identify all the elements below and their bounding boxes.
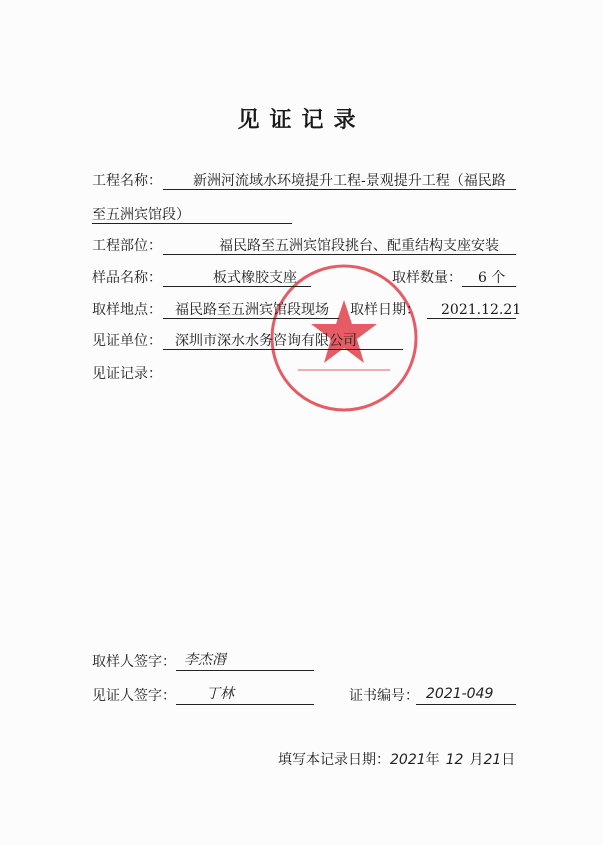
project-name-label: 工程名称： <box>92 173 162 189</box>
sampler-label: 取样人签字： <box>92 654 176 670</box>
unit-label: 见证单位： <box>92 333 162 349</box>
sample-label: 样品名称： <box>92 270 162 286</box>
day-unit: 日 <box>501 752 516 768</box>
part-value: 福民路至五洲宾馆段挑台、配重结构支座安装 <box>163 238 516 255</box>
unit-value: 深圳市深水水务咨询有限公司 <box>163 333 403 350</box>
record-label: 见证记录： <box>92 366 162 382</box>
year-unit: 年 <box>425 752 440 768</box>
witness-signature: 丁林 <box>176 686 314 705</box>
project-name-value: 新洲河流域水环境提升工程-景观提升工程（福民路 <box>163 173 516 190</box>
date-label: 取样日期： <box>350 302 420 318</box>
fill-date <box>278 752 515 768</box>
qty-label: 取样数量： <box>392 270 462 286</box>
qty-value: 6 个 <box>462 270 516 287</box>
cert-label: 证书编号： <box>349 688 419 704</box>
cert-number: 2021-049 <box>416 686 516 705</box>
place-value: 福民路至五洲宾馆段现场 <box>163 302 339 319</box>
month-unit: 月 <box>469 752 484 768</box>
page-title: 见证记录 <box>237 107 366 133</box>
witness-label: 见证人签字： <box>92 688 176 704</box>
fill-year: 2021 <box>390 752 426 768</box>
project-name-value-cont: 至五洲宾馆段） <box>92 207 292 224</box>
date-value: 2021.12.21 <box>427 302 516 319</box>
sample-value: 板式橡胶支座 <box>163 270 311 287</box>
sampler-signature: 李杰湣 <box>176 652 314 671</box>
fill-month: 12 <box>445 752 464 768</box>
part-label: 工程部位： <box>92 238 162 254</box>
fill-day: 21 <box>483 752 502 768</box>
place-label: 取样地点： <box>92 302 162 318</box>
fill-date-label: 填写本记录日期： <box>278 752 390 768</box>
